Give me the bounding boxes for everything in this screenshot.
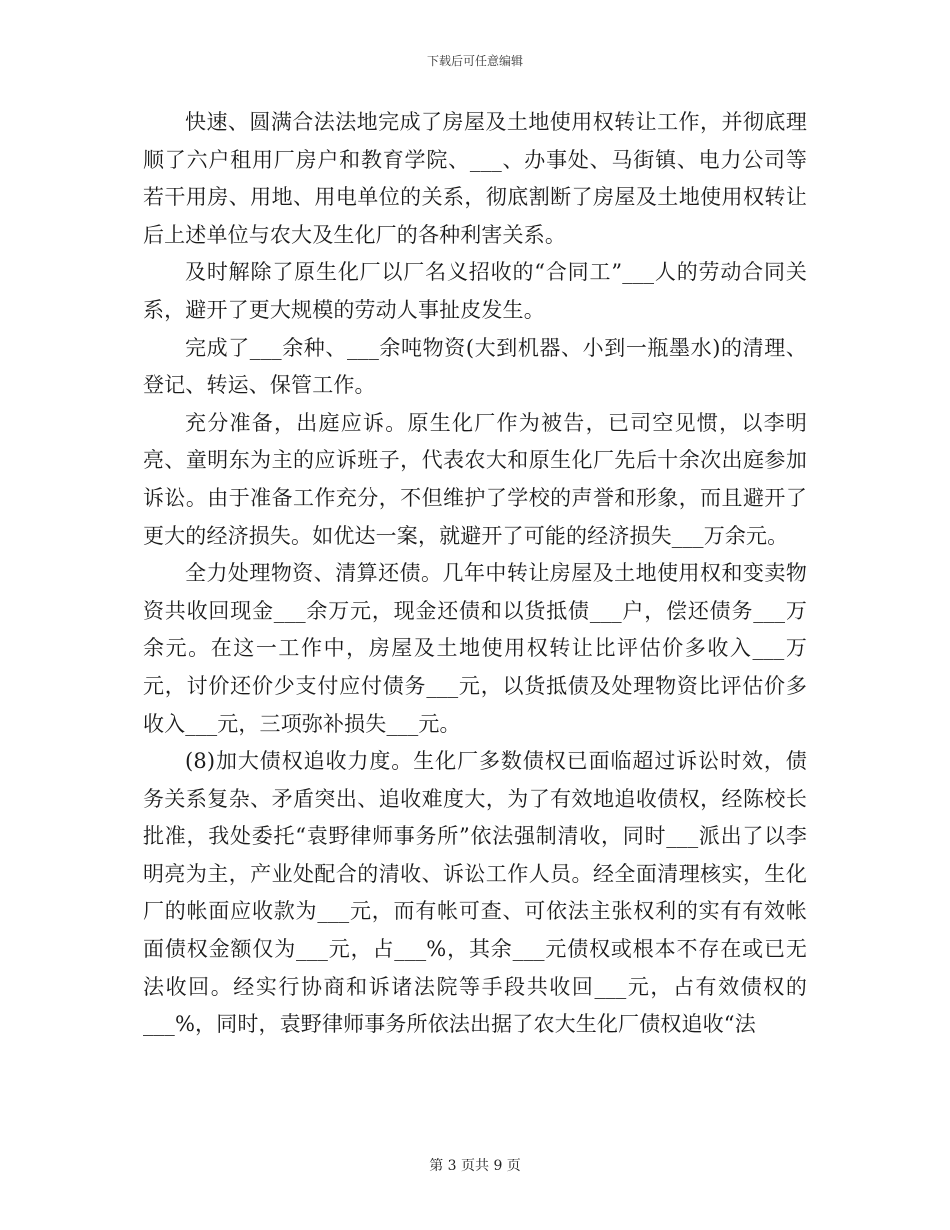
paragraph-6: (8)加大债权追收力度。生化厂多数债权已面临超过诉讼时效，债务关系复杂、矛盾突出、追收难度大，为了有效地追收债权，经陈校长批准，我处委托“袁野律师事务所”依法强制清收，同时___派出了以李明亮为主，产业处配合的清收、诉讼工作人员。经全面清理核实，生化厂的帐面应收款为___元，而有帐可查、可依法主张权利的实有有效帐面债权金额仅为___元，占___%，其余___元债权或根本不存在或已无法收回。经实行协商和诉诸法院等手段共收回___元，占有效债权的___%，同时，袁野律师事务所依法出据了农大生化厂债权追收“法 (143, 749, 807, 1037)
document-body (143, 104, 807, 1044)
paragraph-3: 完成了___余种、___余吨物资(大到机器、小到一瓶墨水)的清理、登记、转运、保管工作。 (143, 335, 807, 398)
paragraph-1: 快速、圆满合法法地完成了房屋及土地使用权转让工作，并彻底理顺了六户租用厂房户和教育学院、___、办事处、马街镇、电力公司等若干用房、用地、用电单位的关系，彻底割断了房屋及土地使用权转让后上述单位与农大及生化厂的各种利害关系。 (143, 110, 807, 247)
page-header-note: 下载后可任意编辑 (426, 54, 523, 68)
paragraph-2: 及时解除了原生化厂以厂名义招收的“合同工”___人的劳动合同关系，避开了更大规模的劳动人事扯皮发生。 (143, 260, 807, 322)
paragraph-4: 充分准备，出庭应诉。原生化厂作为被告，已司空见惯，以李明亮、童明东为主的应诉班子，代表农大和原生化厂先后十余次出庭参加诉讼。由于准备工作充分，不但维护了学校的声誉和形象，而且避开了更大的经济损失。如优达一案，就避开了可能的经济损失___万余元。 (143, 410, 807, 548)
paragraph-5: 全力处理物资、清算还债。几年中转让房屋及土地使用权和变卖物资共收回现金___余万元，现金还债和以货抵债___户，偿还债务___万余元。在这一工作中，房屋及土地使用权转让比评估价多收入___万元，讨价还价少支付应付债务___元，以货抵债及处理物资比评估价多收入___元，三项弥补损失___元。 (143, 561, 807, 736)
page-number: 第 3 页共 9 页 (429, 1158, 521, 1174)
